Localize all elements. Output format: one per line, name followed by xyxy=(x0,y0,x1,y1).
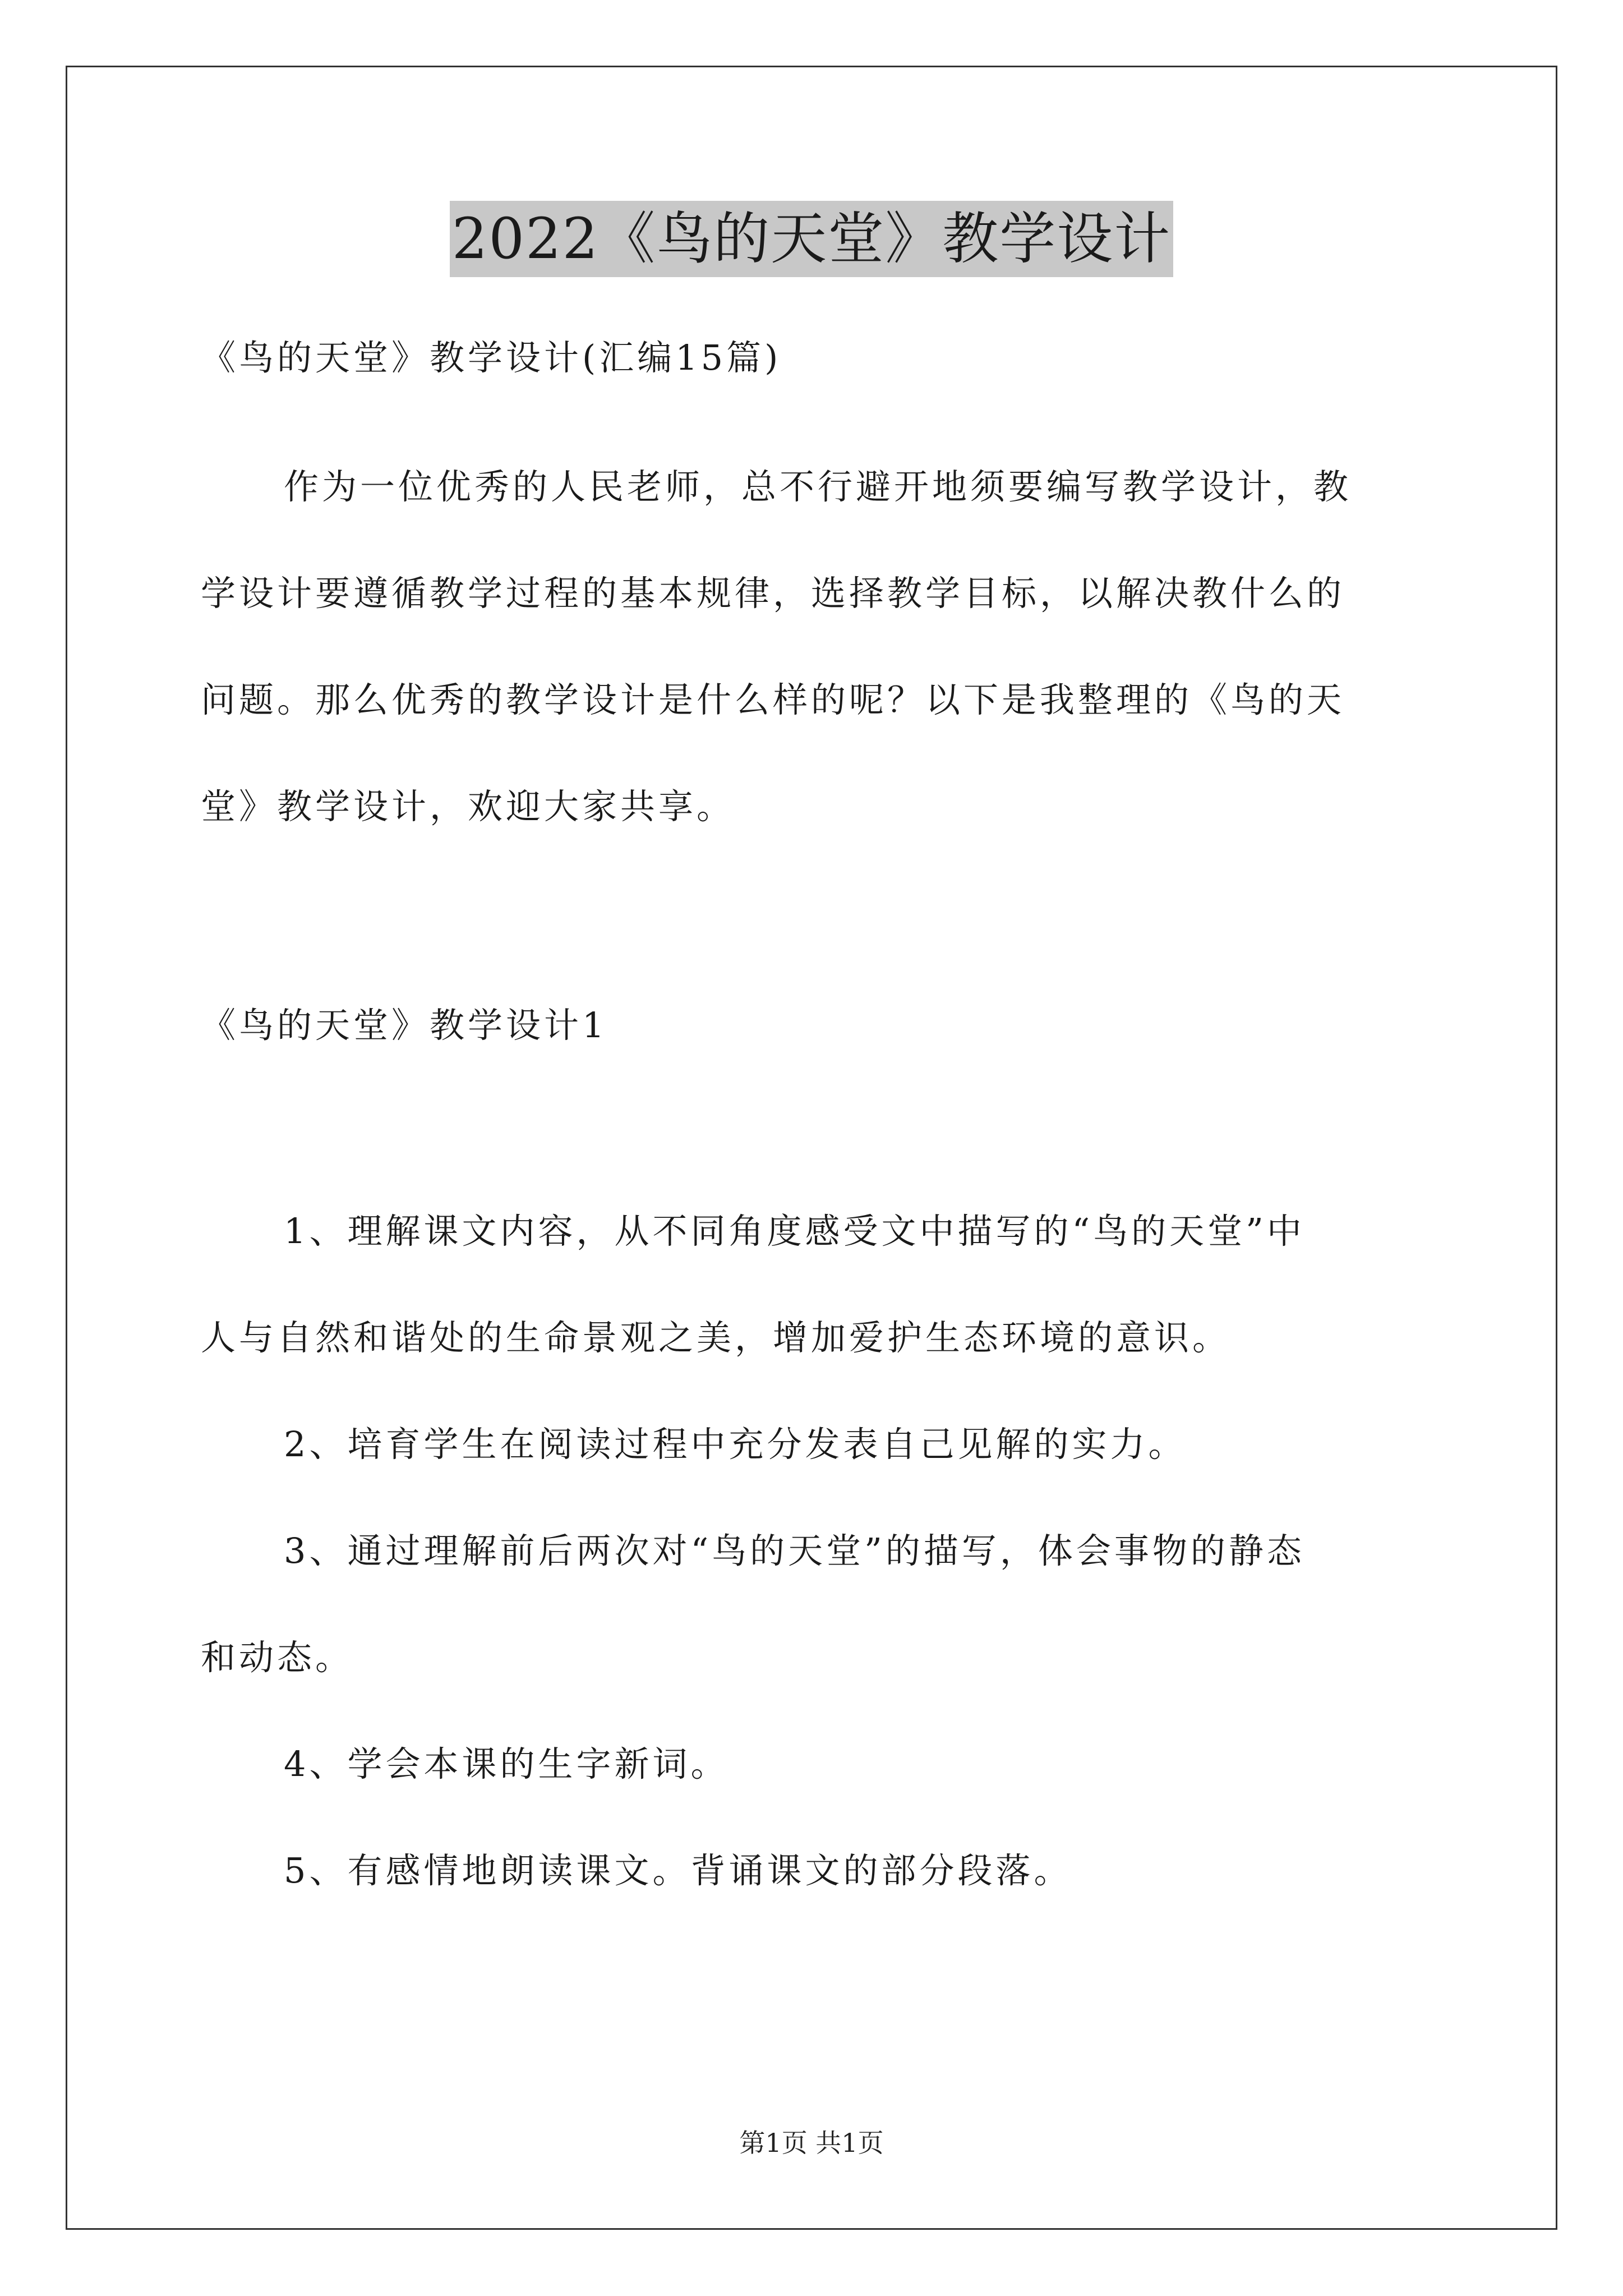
objective-line: 5、有感情地朗读课文。背诵课文的部分段落。 xyxy=(284,1850,1072,1891)
objective-line: 和动态。 xyxy=(201,1637,354,1678)
intro-line: 问题。那么优秀的教学设计是什么样的呢？以下是我整理的《鸟的天 xyxy=(201,679,1345,720)
objective-line: 人与自然和谐处的生命景观之美，增加爱护生态环境的意识。 xyxy=(201,1317,1231,1358)
document-title: 2022《鸟的天堂》教学设计 xyxy=(450,201,1174,277)
objective-line: 2、培育学生在阅读过程中充分发表自己见解的实力。 xyxy=(284,1424,1187,1465)
title-container xyxy=(0,201,1623,277)
objective-line: 3、通过理解前后两次对“鸟的天堂”的描写，体会事物的静态 xyxy=(284,1530,1305,1571)
section-heading: 《鸟的天堂》教学设计1 xyxy=(201,1005,608,1046)
objective-line: 4、学会本课的生字新词。 xyxy=(284,1743,729,1784)
objective-line: 1、理解课文内容，从不同角度感受文中描写的“鸟的天堂”中 xyxy=(284,1211,1305,1251)
page-footer: 第1页 共1页 xyxy=(739,2128,884,2158)
document-subtitle: 《鸟的天堂》教学设计(汇编15篇) xyxy=(201,337,782,378)
intro-line: 堂》教学设计，欢迎大家共享。 xyxy=(201,786,735,827)
intro-line: 学设计要遵循教学过程的基本规律，选择教学目标，以解决教什么的 xyxy=(201,573,1345,614)
intro-line: 作为一位优秀的人民老师，总不行避开地须要编写教学设计，教 xyxy=(284,466,1352,507)
page-border xyxy=(66,66,1557,2230)
